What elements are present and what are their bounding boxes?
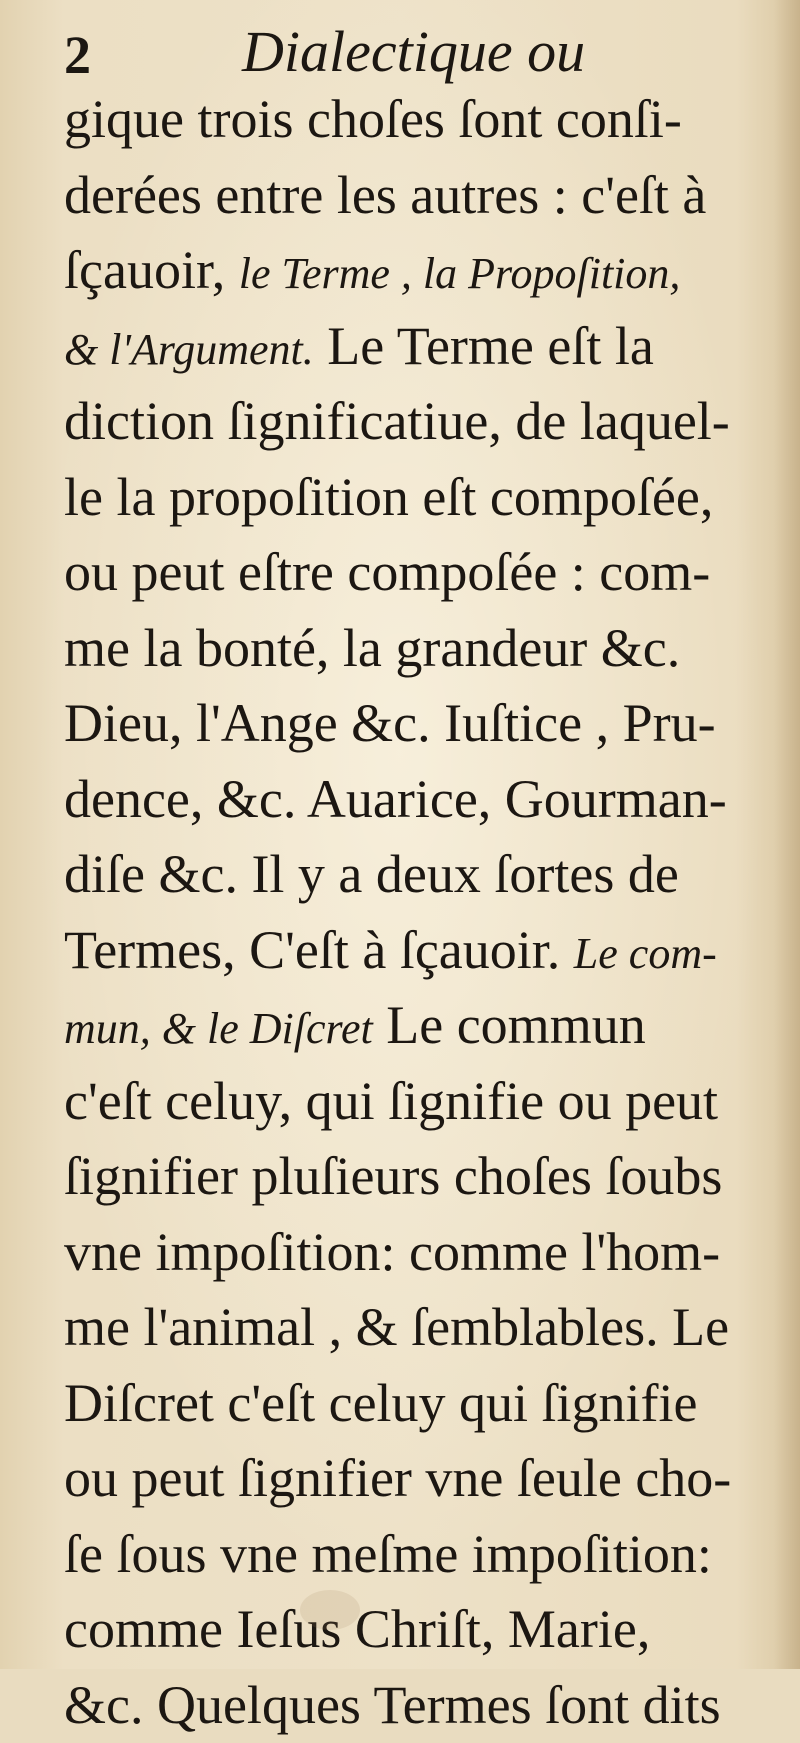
text-line-7: ou peut eſtre compoſée : com- bbox=[64, 535, 764, 611]
text-line-15: ſignifier pluſieurs choſes ſoubs bbox=[64, 1139, 764, 1215]
text-line-19: ou peut ſignifier vne ſeule cho- bbox=[64, 1441, 764, 1517]
italic-terms: le Terme , la Propoſition, bbox=[239, 249, 681, 298]
text-line-5: diction ſignificatiue, de laquel- bbox=[64, 384, 764, 460]
text-line-14: c'eſt celuy, qui ſignifie ou peut bbox=[64, 1064, 764, 1140]
text-line-21: comme Ieſus Chriſt, Marie, bbox=[64, 1592, 764, 1668]
text-line-16: vne impoſition: comme l'hom- bbox=[64, 1215, 764, 1291]
text-line-11: diſe &c. Il y a deux ſortes de bbox=[64, 837, 764, 913]
text-line-9: Dieu, l'Ange &c. Iuſtice , Pru- bbox=[64, 686, 764, 762]
text-line-10: dence, &c. Auarice, Gourman- bbox=[64, 762, 764, 838]
text-line-20: ſe ſous vne meſme impoſition: bbox=[64, 1517, 764, 1593]
running-head: Dialectique ou bbox=[242, 18, 585, 85]
text-line-8: me la bonté, la grandeur &c. bbox=[64, 611, 764, 687]
text-line-12: Termes, C'eſt à ſçauoir. Le com- bbox=[64, 913, 764, 989]
page-edge-shadow bbox=[774, 0, 800, 1669]
text-line-18: Diſcret c'eſt celuy qui ſignifie bbox=[64, 1366, 764, 1442]
paper-stain bbox=[300, 1590, 360, 1630]
text-line-17: me l'animal , & ſemblables. Le bbox=[64, 1290, 764, 1366]
text-line-22: &c. Quelques Termes ſont dits bbox=[64, 1668, 764, 1743]
italic-terms: mun, & le Diſcret bbox=[64, 1004, 373, 1053]
italic-terms: & l'Argument. bbox=[64, 325, 314, 374]
text-line-3: ſçauoir, le Terme , la Propoſition, bbox=[64, 233, 764, 309]
text-line-1: gique trois choſes ſont conſi- bbox=[64, 82, 764, 158]
text-line-6: le la propoſition eſt compoſée, bbox=[64, 460, 764, 536]
text-line-13: mun, & le Diſcret Le commun bbox=[64, 988, 764, 1064]
italic-terms: Le com- bbox=[574, 929, 717, 978]
text-line-2: derées entre les autres : c'eſt à bbox=[64, 158, 764, 234]
page-number: 2 bbox=[64, 24, 91, 86]
body-text bbox=[64, 82, 764, 1743]
text-line-4: & l'Argument. Le Terme eſt la bbox=[64, 309, 764, 385]
page-header bbox=[64, 18, 724, 88]
